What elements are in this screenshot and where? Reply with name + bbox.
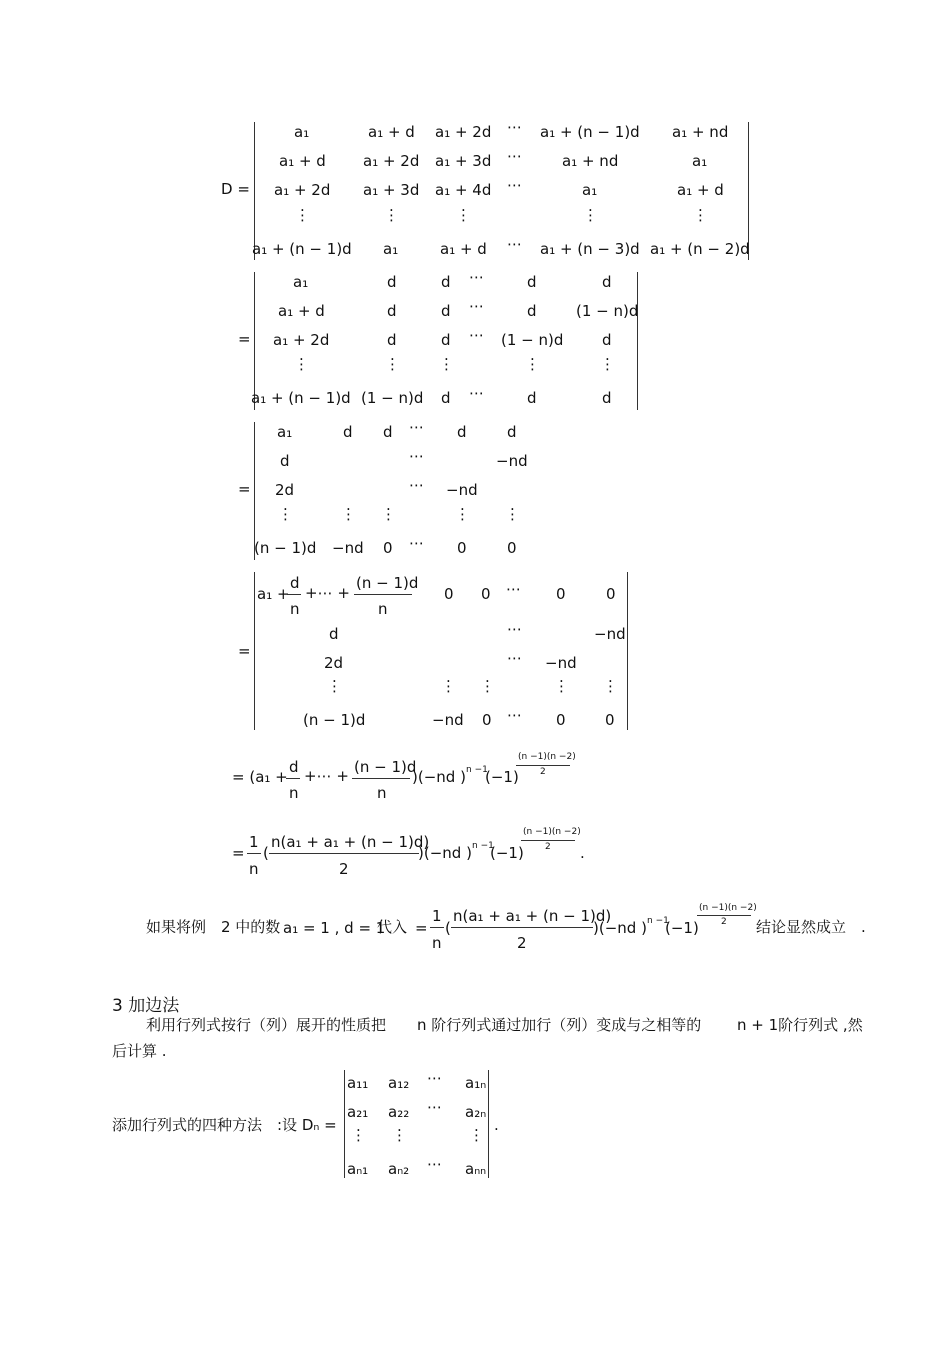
det3-cell-r3-c4: ⋯ [409,476,424,494]
det2-cell-r1-c5: d [527,273,537,291]
eq6-post2: (−1) [490,844,524,862]
para1-exp-bar [697,915,751,916]
det2-cell-r3-c5: (1 − n)d [501,331,564,349]
det1-cell-r1-c1: a₁ [294,123,310,141]
dn-cell-r3-c2: ⋮ [392,1126,407,1144]
det3-cell-r1-c2: d [343,423,353,441]
det2-cell-r5-c2: (1 − n)d [361,389,424,407]
para3-end: . [494,1116,499,1134]
eq5-exp-bar [516,765,570,766]
eq6-end: . [580,844,585,862]
det1-cell-r4-c6: ⋮ [693,206,708,224]
det2-cell-r5-c3: d [441,389,451,407]
det1-cell-r1-c6: a₁ + nd [672,123,729,141]
eq5-post2: (−1) [485,768,519,786]
det2-cell-r5-c1: a₁ + (n − 1)d [251,389,351,407]
dn-cell-r3-c1: ⋮ [351,1126,366,1144]
det4-cell-r1-c1: d [329,625,339,643]
det4-cell-r4-c2: −nd [432,711,464,729]
dn-cell-r1-c3: ⋯ [427,1069,442,1087]
det1-cell-r1-c5: a₁ + (n − 1)d [540,123,640,141]
det4-right-bar [627,572,628,730]
det2-cell-r2-c1: a₁ + d [278,302,325,320]
det4-cell-r2-c1: 2d [324,654,344,672]
det1-cell-r1-c3: a₁ + 2d [435,123,492,141]
det4-cell-r2-c4: ⋯ [507,649,522,667]
det1-cell-r2-c5: a₁ + nd [562,152,619,170]
eq5-post: )(−nd ) [412,768,466,786]
para2-line2: 后计算 . [112,1042,167,1060]
det3-cell-r4-c6: ⋮ [505,505,520,523]
det3-cell-r4-c1: ⋮ [278,505,293,523]
det1-cell-r5-c1: a₁ + (n − 1)d [252,240,352,258]
det2-cell-r3-c4: ⋯ [469,326,484,344]
para1-b-bar [451,927,593,928]
det3-cell-r4-c2: ⋮ [341,505,356,523]
det2-cell-r1-c4: ⋯ [469,268,484,286]
det3-cell-r1-c5: d [457,423,467,441]
det4-cell-r3-c3: ⋮ [480,677,495,695]
eq6-exp-den: 2 [545,842,551,852]
eq5-f1-bar [286,778,300,779]
det1-label: D = [221,180,250,198]
para2-line1a: 利用行列式按行（列）展开的性质把 [146,1016,387,1034]
det1-cell-r3-c5: a₁ [582,181,598,199]
para1-exp1: n −1 [647,916,669,926]
det1-cell-r1-c2: a₁ + d [368,123,415,141]
det2-cell-r5-c4: ⋯ [469,384,484,402]
det2-cell-r5-c5: d [527,389,537,407]
eq5-mid: +⋯ + [304,767,349,785]
para1-post2: (−1) [665,919,699,937]
det2-cell-r1-c2: d [387,273,397,291]
det4-first-f1-num: d [290,574,300,592]
det3-cell-r1-c6: d [507,423,517,441]
eq6-exp1: n −1 [472,841,494,851]
dn-cell-r2-c4: a₂ₙ [465,1103,487,1121]
det3-cell-r5-c3: 0 [383,539,393,557]
dn-cell-r4-c3: ⋯ [427,1155,442,1173]
det1-cell-r3-c3: a₁ + 4d [435,181,492,199]
det4-cell-r3-c1: ⋮ [327,677,342,695]
det4-r1-c5: 0 [556,585,566,603]
para1-post: )(−nd ) [593,919,647,937]
det4-cell-r1-c4: ⋯ [507,620,522,638]
det1-cell-r4-c5: ⋮ [583,206,598,224]
eq5-f2-num: (n − 1)d [354,758,417,776]
det3-cell-r3-c5: −nd [446,481,478,499]
det1-cell-r5-c4: ⋯ [507,235,522,253]
det2-cell-r4-c1: ⋮ [294,355,309,373]
det2-cell-r1-c1: a₁ [293,273,309,291]
dn-cell-r1-c2: a₁₂ [388,1074,410,1092]
para1-b-den: 2 [517,934,527,952]
dn-cell-r2-c1: a₂₁ [347,1103,369,1121]
det4-cell-r2-c5: −nd [545,654,577,672]
det3-cell-r4-c3: ⋮ [381,505,396,523]
eq5-f2-bar [352,778,410,779]
det4-first-f2-den: n [378,600,388,618]
det2-cell-r2-c3: d [441,302,451,320]
det4-cell-r3-c6: ⋮ [603,677,618,695]
para1-text-2: 代入 [377,918,408,936]
det1-cell-r5-c3: a₁ + d [440,240,487,258]
det4-first-f1-den: n [290,600,300,618]
det1-cell-r2-c1: a₁ + d [279,152,326,170]
para1-text-3: 结论显然成立 . [756,918,866,936]
para3-text: 添加行列式的四种方法 :设 Dₙ = [112,1116,337,1134]
det4-cell-r4-c1: (n − 1)d [303,711,366,729]
eq6-post: )(−nd ) [418,844,472,862]
det2-cell-r5-c6: d [602,389,612,407]
det4-first-f2-num: (n − 1)d [356,574,419,592]
para1-text-1: 如果将例 2 中的数 [146,918,281,936]
para2-line1b: n 阶行列式通过加行（列）变成与之相等的 [417,1016,702,1034]
det4-left-bar [254,572,255,730]
det4-first-f2-bar [354,594,412,595]
para1-f-bar [430,927,444,928]
det1-cell-r5-c2: a₁ [383,240,399,258]
det4-cell-r4-c6: 0 [605,711,615,729]
det1-cell-r5-c5: a₁ + (n − 3)d [540,240,640,258]
eq6-f-bar [247,853,261,854]
det2-cell-r3-c3: d [441,331,451,349]
eq5-f2-den: n [377,784,387,802]
eq6-exp-bar [521,840,575,841]
det2-cell-r1-c6: d [602,273,612,291]
det4-r1-c2: 0 [444,585,454,603]
para1-f-num: 1 [432,907,442,925]
det3-cell-r5-c2: −nd [332,539,364,557]
det1-cell-r2-c3: a₁ + 3d [435,152,492,170]
para1-open: ( [445,919,451,937]
det1-cell-r4-c2: ⋮ [384,206,399,224]
det4-cell-r1-c6: −nd [594,625,626,643]
dn-cell-r1-c4: a₁ₙ [465,1074,487,1092]
eq5-f1-num: d [289,758,299,776]
det3-label: = [238,480,251,498]
det3-cell-r5-c5: 0 [457,539,467,557]
eq6-b-num: n(a₁ + a₁ + (n − 1)d) [271,833,430,851]
eq5-exp-den: 2 [540,767,546,777]
dn-right-bar [488,1070,489,1178]
det2-label: = [238,330,251,348]
det2-cell-r3-c6: d [602,331,612,349]
det2-cell-r2-c2: d [387,302,397,320]
det1-cell-r4-c3: ⋮ [456,206,471,224]
det3-cell-r5-c6: 0 [507,539,517,557]
det2-cell-r3-c2: d [387,331,397,349]
det1-cell-r2-c6: a₁ [692,152,708,170]
dn-cell-r4-c4: aₙₙ [465,1160,487,1178]
dn-cell-r1-c1: a₁₁ [347,1074,369,1092]
det3-cell-r5-c4: ⋯ [409,534,424,552]
eq6-b-den: 2 [339,860,349,878]
eq5-f1-den: n [289,784,299,802]
det2-cell-r2-c4: ⋯ [469,297,484,315]
det3-cell-r1-c3: d [383,423,393,441]
det3-cell-r3-c1: 2d [275,481,295,499]
section-heading: 3 加边法 [112,996,180,1016]
para1-eq: = [415,919,428,937]
det3-cell-r2-c4: ⋯ [409,447,424,465]
det2-cell-r4-c2: ⋮ [385,355,400,373]
det4-first-a: a₁ + [257,585,290,603]
eq6-exp-num: (n −1)(n −2) [523,827,581,837]
det4-r1-c3: 0 [481,585,491,603]
det1-cell-r3-c1: a₁ + 2d [274,181,331,199]
eq6-f-num: 1 [249,833,259,851]
det1-cell-r4-c1: ⋮ [295,206,310,224]
det2-cell-r3-c1: a₁ + 2d [273,331,330,349]
det1-cell-r2-c2: a₁ + 2d [363,152,420,170]
det4-first-mid: +⋯ + [305,584,350,602]
det1-cell-r3-c6: a₁ + d [677,181,724,199]
dn-cell-r2-c3: ⋯ [427,1098,442,1116]
det2-cell-r4-c3: ⋮ [439,355,454,373]
eq6-open: ( [263,844,269,862]
det3-cell-r2-c6: −nd [496,452,528,470]
para1-exp-num: (n −1)(n −2) [699,903,757,913]
det4-r1-c4: ⋯ [506,580,521,598]
eq5-pre: = (a₁ + [232,768,288,786]
det1-cell-r1-c4: ⋯ [507,118,522,136]
eq6-pre: = [232,844,245,862]
eq5-exp1: n −1 [466,765,488,775]
det1-cell-r2-c4: ⋯ [507,147,522,165]
det1-cell-r5-c6: a₁ + (n − 2)d [650,240,750,258]
det3-cell-r1-c4: ⋯ [409,418,424,436]
det4-cell-r3-c2: ⋮ [441,677,456,695]
dn-left-bar [344,1070,345,1178]
det3-cell-r5-c1: (n − 1)d [254,539,317,557]
det4-cell-r4-c4: ⋯ [507,706,522,724]
det3-cell-r1-c1: a₁ [277,423,293,441]
det1-cell-r3-c2: a₁ + 3d [363,181,420,199]
det2-cell-r4-c5: ⋮ [525,355,540,373]
det4-first-f1-bar [287,594,301,595]
det3-cell-r2-c1: d [280,452,290,470]
det4-cell-r3-c5: ⋮ [554,677,569,695]
para1-math: a₁ = 1 , d = 1 [283,919,386,937]
dn-cell-r4-c2: aₙ₂ [388,1160,410,1178]
det2-cell-r4-c6: ⋮ [600,355,615,373]
dn-cell-r3-c4: ⋮ [469,1126,484,1144]
dn-cell-r2-c2: a₂₂ [388,1103,410,1121]
eq6-f-den: n [249,860,259,878]
para1-f-den: n [432,934,442,952]
det4-cell-r4-c5: 0 [556,711,566,729]
det1-cell-r3-c4: ⋯ [507,176,522,194]
para1-b-num: n(a₁ + a₁ + (n − 1)d) [453,907,612,925]
dn-cell-r4-c1: aₙ₁ [347,1160,369,1178]
para1-exp-den: 2 [721,917,727,927]
eq6-b-bar [269,853,419,854]
det3-cell-r4-c5: ⋮ [455,505,470,523]
det4-label: = [238,642,251,660]
det4-r1-c6: 0 [606,585,616,603]
para2-line1c: n + 1阶行列式 ,然 [737,1016,863,1034]
eq5-exp-num: (n −1)(n −2) [518,752,576,762]
det2-cell-r1-c3: d [441,273,451,291]
det2-cell-r2-c6: (1 − n)d [576,302,639,320]
det2-cell-r2-c5: d [527,302,537,320]
det2-right-bar [637,272,638,410]
det4-cell-r4-c3: 0 [482,711,492,729]
